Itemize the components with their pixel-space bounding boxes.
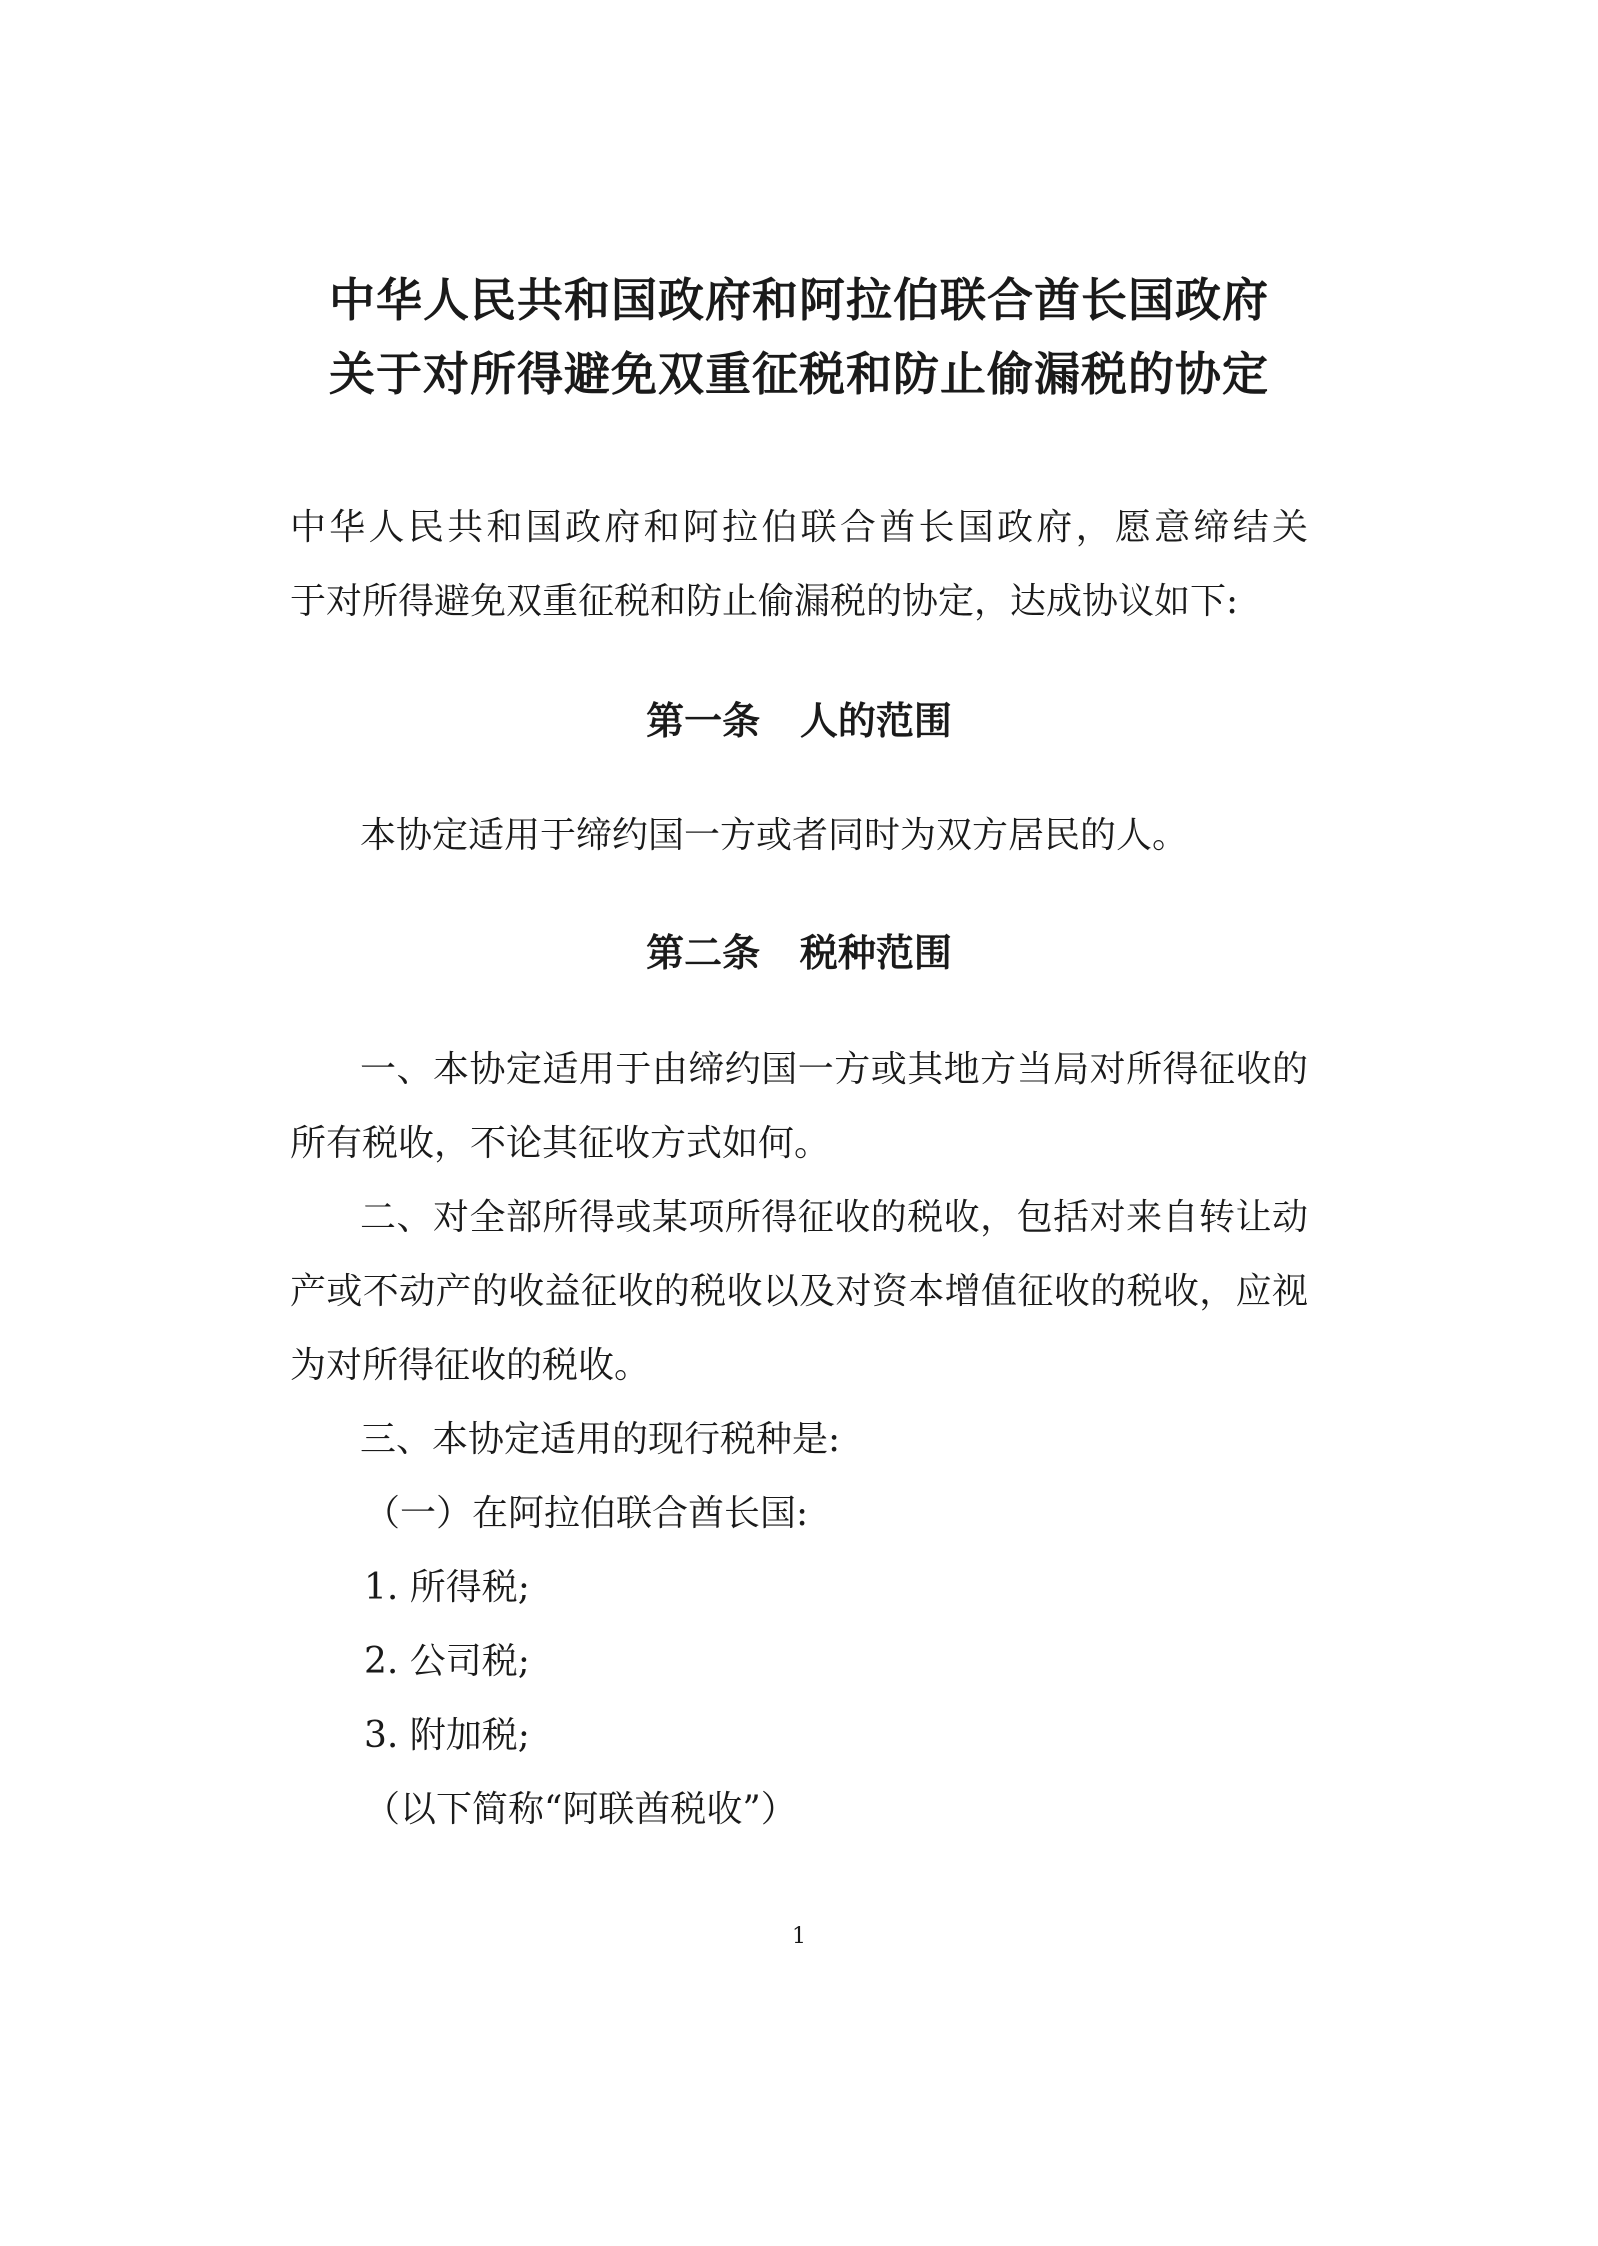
article-2-item-1: 1. 所得税; (364, 1567, 530, 1608)
article-2-p3: 三、本协定适用的现行税种是: (360, 1419, 841, 1460)
article-2-p2-line-1: 二、对全部所得或某项所得征收的税收，包括对来自转让动 (360, 1197, 1308, 1238)
page-number: 1 (792, 1924, 806, 1949)
document-title-line-2: 关于对所得避免双重征税和防止偷漏税的协定 (329, 347, 1269, 401)
article-2-item-2: 2. 公司税; (364, 1641, 530, 1682)
article-2-item-3: 3. 附加税; (364, 1715, 530, 1756)
article-2-p1-line-2: 所有税收，不论其征收方式如何。 (290, 1123, 831, 1164)
article-2-p2-line-2: 产或不动产的收益征收的税收以及对资本增值征收的税收，应视 (290, 1271, 1308, 1312)
article-2-heading: 第二条 税种范围 (646, 931, 952, 975)
article-2-sub-1: （一）在阿拉伯联合酋长国: (364, 1493, 809, 1534)
preamble-line-1: 中华人民共和国政府和阿拉伯联合酋长国政府，愿意缔结关 (290, 507, 1308, 548)
article-2-p2-line-3: 为对所得征收的税收。 (290, 1345, 651, 1386)
article-1-heading: 第一条 人的范围 (646, 699, 952, 743)
article-1-text: 本协定适用于缔约国一方或者同时为双方居民的人。 (360, 815, 1189, 856)
preamble-line-2: 于对所得避免双重征税和防止偷漏税的协定，达成协议如下: (290, 581, 1239, 622)
article-2-p1-line-1: 一、本协定适用于由缔约国一方或其地方当局对所得征收的 (360, 1049, 1308, 1090)
article-2-note: （以下简称“阿联酋税收”） (364, 1789, 797, 1830)
document-title-line-1: 中华人民共和国政府和阿拉伯联合酋长国政府 (329, 273, 1269, 327)
